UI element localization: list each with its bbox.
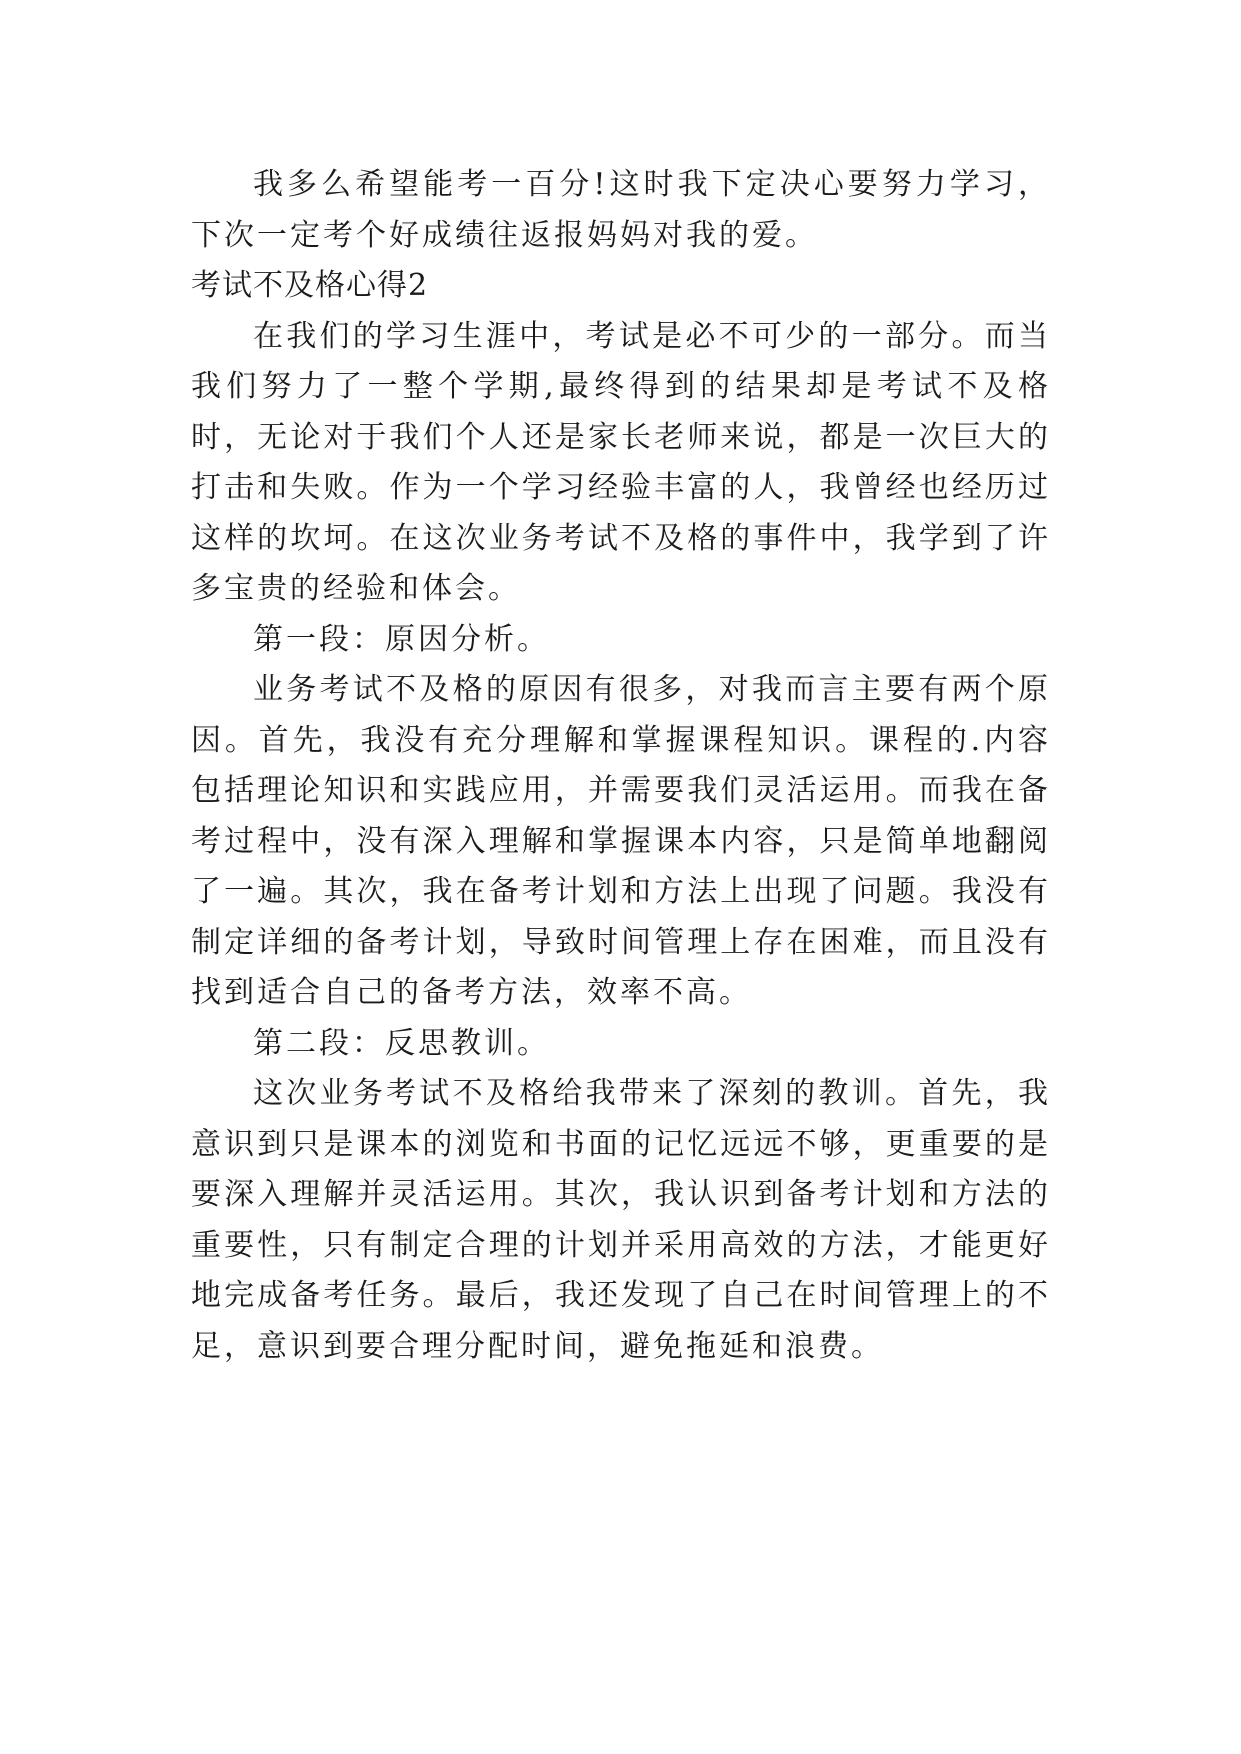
body-paragraph: 这次业务考试不及格给我带来了深刻的教训。首先，我意识到只是课本的浏览和书面的记忆远远不够，更重要的是要深入理解并灵活运用。其次，我认识到备考计划和方法的重要性，只有制定合理的计划并采用高效的方法，才能更好地完成备考任务。最后，我还发现了自己在时间管理上的不足，意识到要合理分配时间，避免拖延和浪费。 [191, 1076, 1051, 1364]
document-page [191, 160, 1051, 1372]
body-paragraph: 业务考试不及格的原因有很多，对我而言主要有两个原因。首先，我没有充分理解和掌握课程知识。课程的.内容包括理论知识和实践应用，并需要我们灵活运用。而我在备考过程中，没有深入理解和掌握课本内容，只是简单地翻阅了一遍。其次，我在备考计划和方法上出现了问题。我没有制定详细的备考计划，导致时间管理上存在困难，而且没有找到适合自己的备考方法，效率不高。 [191, 672, 1051, 1010]
body-paragraph: 我多么希望能考一百分!这时我下定决心要努力学习，下次一定考个好成绩往返报妈妈对我的爱。 [191, 167, 1051, 253]
body-paragraph: 在我们的学习生涯中，考试是必不可少的一部分。而当我们努力了一整个学期,最终得到的结果却是考试不及格时，无论对于我们个人还是家长老师来说，都是一次巨大的打击和失败。作为一个学习经验丰富的人，我曾经也经历过这样的坎坷。在这次业务考试不及格的事件中，我学到了许多宝贵的经验和体会。 [191, 318, 1051, 606]
subsection-heading: 第一段：原因分析。 [253, 621, 550, 657]
subsection-heading: 第二段：反思教训。 [253, 1025, 550, 1061]
section-heading: 考试不及格心得2 [191, 268, 429, 303]
